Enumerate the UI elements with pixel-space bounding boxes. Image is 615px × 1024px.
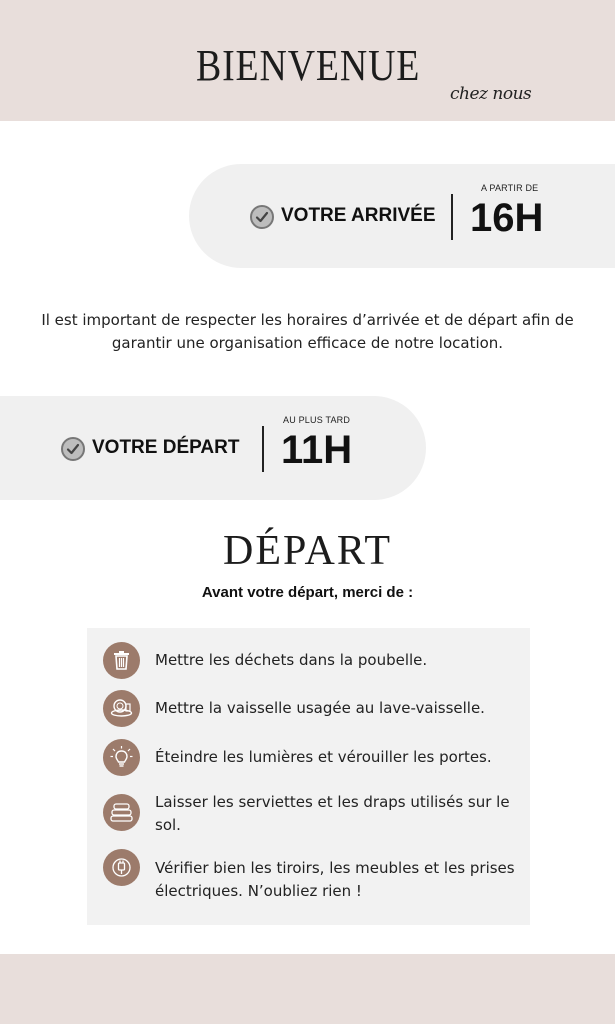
list-item-text: Éteindre les lumières et vérouiller les portes. [155,748,492,766]
list-item-text: Mettre les déchets dans la poubelle. [155,651,428,669]
trash-icon [103,642,140,679]
checklist-box [87,628,530,925]
footer-band [0,954,615,1024]
list-item-text: Laisser les serviettes et les draps utilisés sur le sol. [155,793,510,834]
departure-pill [0,396,426,500]
section-subtitle: Avant votre départ, merci de : [201,584,414,601]
arrival-pill [189,164,615,268]
list-item [103,642,523,679]
departure-label: VOTRE DÉPART [92,437,240,458]
list-item [103,739,523,776]
list-item-text: Vérifier bien les tiroirs, les meubles et les prises électriques. N’oubliez rien ! [155,859,515,900]
departure-caption: AU PLUS TARD [283,415,351,425]
dishes-icon [103,690,140,727]
arrival-hour: 16H [470,196,544,240]
header-script-text: chez nous [450,84,532,104]
intro-text: Il est important de respecter les horaires d’arrivée et de départ afin de garantir une organisation efficace de notre location. [41,311,574,352]
section-title: DÉPART [223,528,392,574]
lightbulb-icon [103,739,140,776]
list-item-text: Mettre la vaisselle usagée au lave-vaisselle. [155,699,485,717]
header-band [0,0,615,121]
check-icon [61,437,85,461]
list-item [103,690,523,727]
arrival-label: VOTRE ARRIVÉE [281,205,436,226]
list-item [103,849,523,900]
list-item [103,794,523,840]
arrival-divider [451,194,453,240]
departure-divider [262,426,264,472]
check-icon [250,205,274,229]
page-title: BIENVENUE [196,41,421,90]
towels-icon [103,794,140,831]
arrival-caption: A PARTIR DE [481,183,539,193]
departure-hour: 11H [281,428,353,472]
plug-icon [103,849,140,886]
